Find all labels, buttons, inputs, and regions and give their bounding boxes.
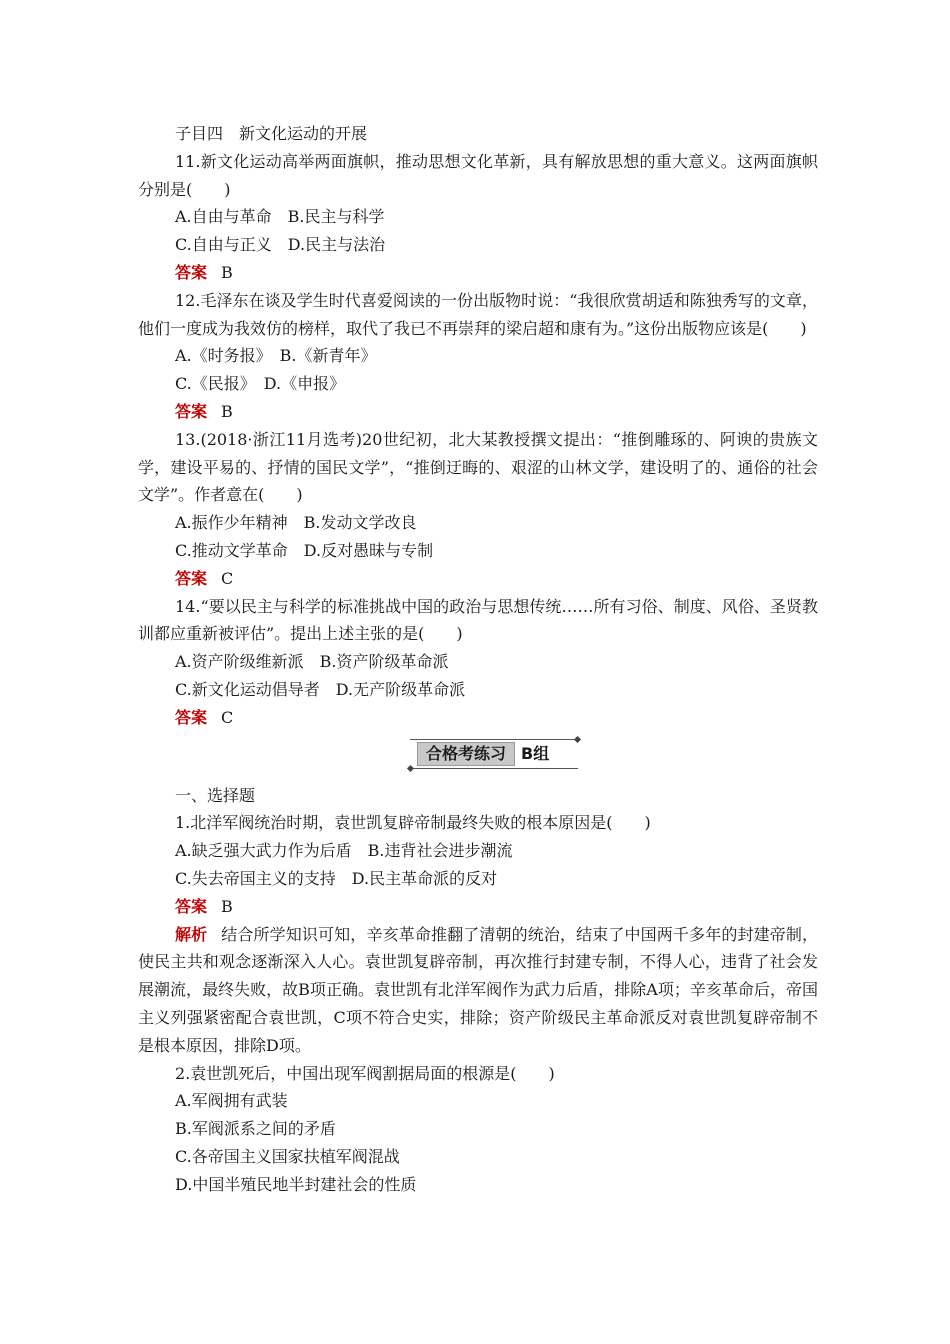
question-b1-answer bbox=[138, 893, 818, 921]
question-11-stem: 11.新文化运动高举两面旗帜，推动思想文化革新，具有解放思想的重大意义。这两面旗帜分别是( ) bbox=[138, 151, 818, 199]
question-11-answer bbox=[138, 259, 818, 287]
banner-rule-bottom bbox=[410, 768, 578, 769]
banner-title bbox=[417, 743, 549, 765]
banner-rule-top bbox=[410, 739, 578, 740]
answer-value: B bbox=[221, 896, 233, 916]
section-banner bbox=[138, 734, 818, 780]
question-13-answer bbox=[138, 565, 818, 593]
question-11-options-ab: A.自由与革命 B.民主与科学 bbox=[175, 207, 385, 227]
question-14-answer bbox=[138, 704, 818, 732]
question-13-options-cd: C.推动文学革命 D.反对愚昧与专制 bbox=[175, 540, 434, 560]
question-b2-option-c: C.各帝国主义国家扶植军阀混战 bbox=[175, 1146, 400, 1166]
question-b2-option-a: A.军阀拥有武装 bbox=[175, 1091, 288, 1111]
question-12-options-ab: A.《时务报》 B.《新青年》 bbox=[175, 346, 377, 366]
answer-label: 答案 bbox=[175, 707, 208, 727]
answer-label: 答案 bbox=[175, 568, 208, 588]
answer-value: C bbox=[221, 568, 234, 588]
question-b1-analysis bbox=[138, 921, 818, 1060]
section-heading: 子目四 新文化运动的开展 bbox=[175, 124, 368, 143]
analysis-text: 结合所学知识可知，辛亥革命推翻了清朝的统治，结束了中国两千多年的封建帝制，使民主共和观念逐渐深入人心。袁世凯复辟帝制，再次推行封建专制，不得人心，违背了社会发展潮流，最终失败，故B项正确。袁世凯有北洋军阀作为武力后盾，排除A项；辛亥革命后，帝国主义列强紧密配合袁世凯，C项不符合史实，排除；资产阶级民主革命派反对袁世凯复辟帝制不是根本原因，排除D项。 bbox=[138, 924, 818, 1055]
banner-main-label: 合格考练习 bbox=[417, 742, 515, 766]
banner-group-label: B组 bbox=[521, 743, 550, 763]
answer-label: 答案 bbox=[175, 896, 208, 916]
banner-ornament bbox=[407, 764, 414, 771]
banner-ornament bbox=[574, 735, 581, 742]
answer-label: 答案 bbox=[175, 262, 208, 282]
answer-value: C bbox=[221, 707, 234, 727]
question-12-answer bbox=[138, 398, 818, 426]
question-14-options-cd: C.新文化运动倡导者 D.无产阶级革命派 bbox=[175, 679, 466, 699]
question-13-options-ab: A.振作少年精神 B.发动文学改良 bbox=[175, 513, 417, 533]
analysis-label: 解析 bbox=[175, 924, 208, 944]
question-12-options-cd: C.《民报》 D.《申报》 bbox=[175, 374, 346, 394]
question-b2-option-b: B.军阀派系之间的矛盾 bbox=[175, 1119, 336, 1139]
question-11-options-cd: C.自由与正义 D.民主与法治 bbox=[175, 235, 386, 255]
document-page bbox=[138, 120, 818, 1198]
question-b2-option-d: D.中国半殖民地半封建社会的性质 bbox=[175, 1174, 417, 1194]
answer-value: B bbox=[221, 401, 233, 421]
section-heading: 一、选择题 bbox=[175, 785, 256, 805]
question-13-stem: 13.(2018·浙江11月选考)20世纪初，北大某教授撰文提出：“推倒雕琢的、阿谀的贵族文学，建设平易的、抒情的国民文学”，“推倒迂晦的、艰涩的山林文学，建设明了的、通俗的社会文学”。作者意在( ) bbox=[138, 429, 818, 505]
question-14-stem: 14.“要以民主与科学的标准挑战中国的政治与思想传统……所有习俗、制度、风俗、圣贤教训都应重新被评估”。提出上述主张的是( ) bbox=[138, 596, 818, 644]
question-12-stem: 12.毛泽东在谈及学生时代喜爱阅读的一份出版物时说：“我很欣赏胡适和陈独秀写的文章，他们一度成为我效仿的榜样，取代了我已不再崇拜的梁启超和康有为。”这份出版物应该是( ) bbox=[138, 290, 818, 338]
answer-value: B bbox=[221, 262, 233, 282]
question-b1-options-cd: C.失去帝国主义的支持 D.民主革命派的反对 bbox=[175, 868, 498, 888]
question-14-options-ab: A.资产阶级维新派 B.资产阶级革命派 bbox=[175, 652, 449, 672]
question-b1-stem: 1.北洋军阀统治时期，袁世凯复辟帝制最终失败的根本原因是( ) bbox=[175, 813, 651, 833]
question-b2-stem: 2.袁世凯死后，中国出现军阀割据局面的根源是( ) bbox=[175, 1063, 555, 1083]
answer-label: 答案 bbox=[175, 401, 208, 421]
question-b1-options-ab: A.缺乏强大武力作为后盾 B.违背社会进步潮流 bbox=[175, 841, 513, 861]
